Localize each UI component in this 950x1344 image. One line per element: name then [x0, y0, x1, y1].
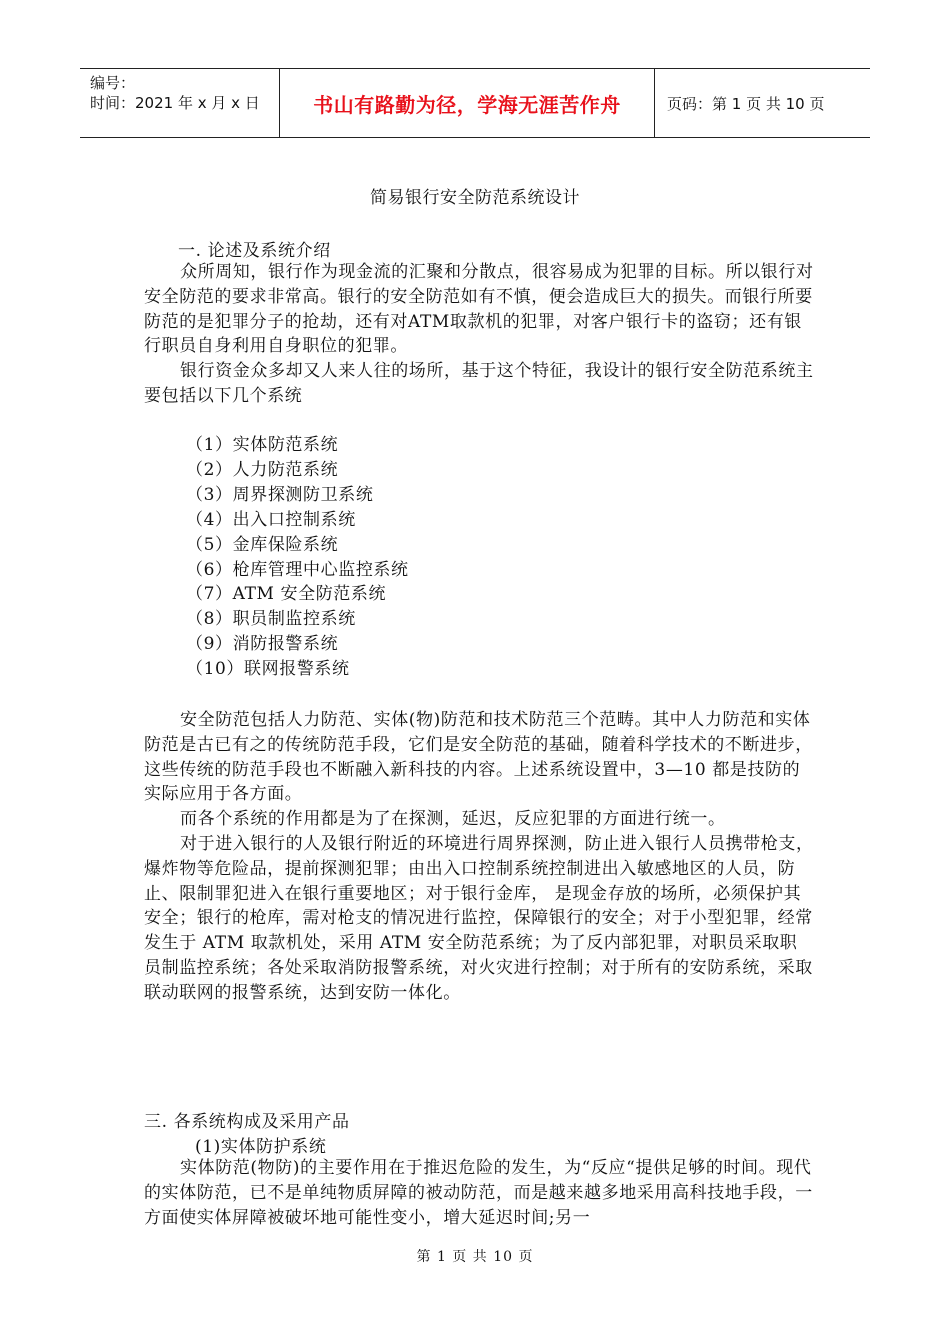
- paragraph-body-3: 对于进入银行的人及银行附近的环境进行周界探测，防止进入银行人员携带枪支，爆炸物等危险品，提前探测犯罪；由出入口控制系统控制进出入敏感地区的人员，防止、限制罪犯进入在银行重要地区；对于银行金库， 是现金存放的场所，必须保护其安全；银行的枪库，需对枪支的情况进行监控，保障银行的安全；对于小型犯罪，经常发生于 ATM 取款机处，采用 ATM 安全防范系统；为了反内部犯罪，对职员采取职员制监控系统；各处采取消防报警系统，对火灾进行控制；对于所有的安防系统，采取联动联网的报警系统，达到安防一体化。: [144, 834, 814, 1003]
- header-meta: [80, 69, 280, 137]
- list-item: （1）实体防范系统: [186, 435, 339, 455]
- list-item: （6）枪库管理中心监控系统: [186, 559, 409, 580]
- paragraph-body-2: 而各个系统的作用都是为了在探测，延迟，反应犯罪的方面进行统一。: [180, 809, 726, 829]
- list-item: （9）消防报警系统: [186, 634, 339, 655]
- list-item: （5）金库保险系统: [186, 534, 339, 555]
- paragraph-intro-1: 众所周知，银行作为现金流的汇聚和分散点，很容易成为犯罪的目标。所以银行对安全防范的要求非常高。银行的安全防范如有不慎，便会造成巨大的损失。而银行所要防范的是犯罪分子的抢劫，还有对ATM取款机的犯罪，对客户银行卡的盗窃；还有银行职员自身利用自身职位的犯罪。: [144, 262, 814, 357]
- document-number-label: 编号：: [90, 74, 136, 92]
- header-page-info: 页码：第 1 页 共 10 页: [667, 94, 825, 113]
- list-item: （7）ATM 安全防范系统: [186, 584, 387, 605]
- page-footer: 第 1 页 共 10 页: [416, 1249, 534, 1265]
- paragraph-last: 实体防范(物防)的主要作用在于推迟危险的发生，为“反应“提供足够的时间。现代的实体防范，已不是单纯物质屏障的被动防范，而是越来越多地采用高科技地手段，一方面使实体屏障被破坏地可能性变小，增大延迟时间;另一: [144, 1158, 813, 1228]
- list-item: （8）职员制监控系统: [186, 609, 356, 630]
- document-title: 简易银行安全防范系统设计: [370, 188, 580, 208]
- paragraph-body-1: 安全防范包括人力防范、实体(物)防范和技术防范三个范畴。其中人力防范和实体防范是古已有之的传统防范手段，它们是安全防范的基础，随着科学技术的不断进步，这些传统的防范手段也不断融入新科技的内容。上述系统设置中，3—10 都是技防的实际应用于各方面。: [144, 710, 813, 805]
- paragraph-intro-2: 银行资金众多却又人来人往的场所，基于这个特征，我设计的银行安全防范系统主要包括以下几个系统: [144, 361, 814, 406]
- document-date: 时间：2021 年 x 月 x 日: [90, 94, 260, 112]
- section-heading-3: 三. 各系统构成及采用产品: [144, 1112, 350, 1132]
- list-item: （3）周界探测防卫系统: [186, 484, 374, 505]
- systems-list: [186, 433, 409, 682]
- list-item: （4）出入口控制系统: [186, 509, 356, 530]
- subsection-heading-1: (1)实体防护系统: [195, 1137, 327, 1157]
- header-motto: 书山有路勤为径，学海无涯苦作舟: [280, 69, 655, 137]
- list-item: （10）联网报警系统: [186, 659, 350, 680]
- page-header: [80, 68, 870, 138]
- section-heading-1: 一. 论述及系统介绍: [178, 241, 331, 261]
- list-item: （2）人力防范系统: [186, 459, 339, 480]
